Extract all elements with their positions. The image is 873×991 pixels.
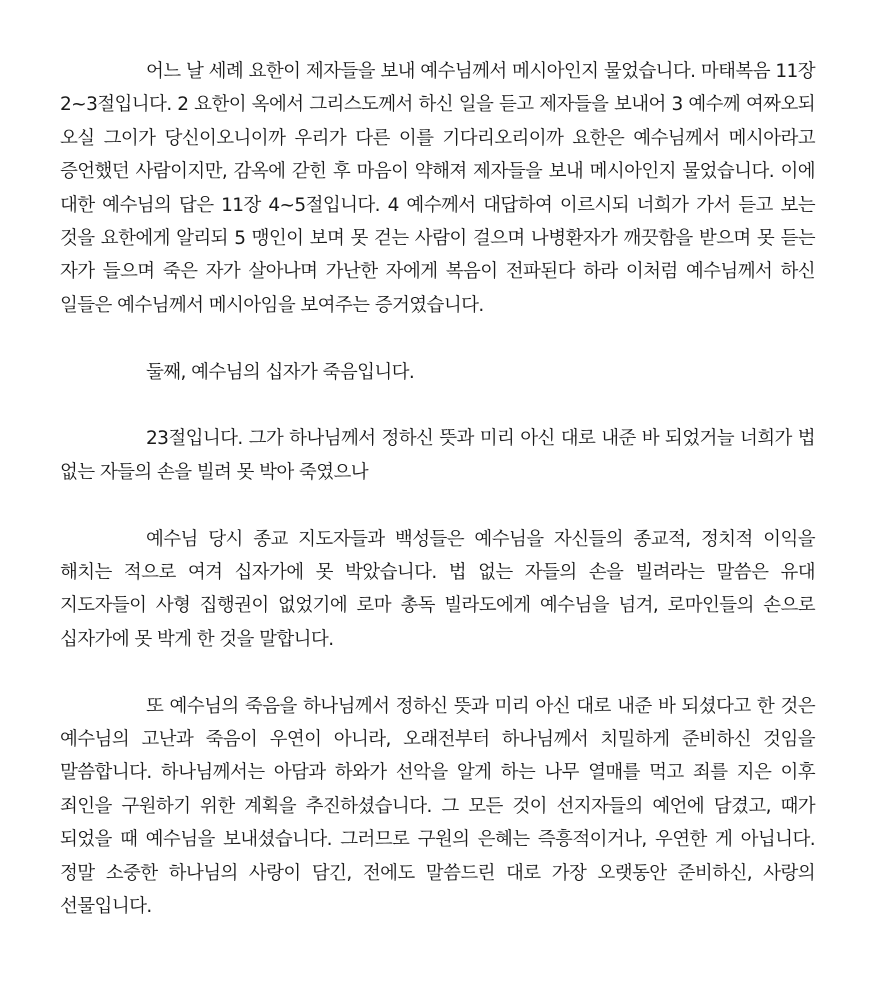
paragraph-5: 또 예수님의 죽음을 하나님께서 정하신 뜻과 미리 아신 대로 내준 바 되셨다고 한 것은 예수님의 고난과 죽음이 우연이 아니라, 오래전부터 하나님께서 치밀하게 준비하신 것임을 말씀합니다. 하나님께서는 아담과 하와가 선악을 알게 하는 나무 열매를 먹고 죄를 지은 이후 죄인을 구원하기 위한 계획을 추진하셨습니다. 그 모든 것이 선지자들의 예언에 담겼고, 때가 되었을 때 예수님을 보내셨습니다. 그러므로 구원의 은혜는 즉흥적이거나, 우연한 게 아닙니다. 정말 소중한 하나님의 사랑이 담긴, 전에도 말씀드린 대로 가장 오랫동안 준비하신, 사랑의 선물입니다. [60, 695, 815, 918]
paragraph-gap [60, 489, 815, 522]
paragraph-gap [60, 322, 815, 355]
paragraph-gap [60, 656, 815, 689]
paragraph-1: 어느 날 세례 요한이 제자들을 보내 예수님께서 메시아인지 물었습니다. 마태복음 11장 2~3절입니다. 2 요한이 옥에서 그리스도께서 하신 일을 듣고 제자들을 보내어 3 예수께 여짜오되 오실 그이가 당신이오니이까 우리가 다른 이를 기다리오리이까 요한은 예수님께서 메시아라고 증언했던 사람이지만, 감옥에 갇힌 후 마음이 약해져 제자들을 보내 메시아인지 물었습니다. 이에 대한 예수님의 답은 11장 4~5절입니다. 4 예수께서 대답하여 이르시되 너희가 가서 듣고 보는 것을 요한에게 알리되 5 맹인이 보며 못 걷는 사람이 걸으며 나병환자가 깨끗함을 받으며 못 듣는 자가 들으며 죽은 자가 살아나며 가난한 자에게 복음이 전파된다 하라 이처럼 예수님께서 하신 일들은 예수님께서 메시아임을 보여주는 증거였습니다. [60, 61, 815, 316]
paragraph-gap [60, 389, 815, 422]
paragraph-4: 예수님 당시 종교 지도자들과 백성들은 예수님을 자신들의 종교적, 정치적 이익을 해치는 적으로 여겨 십자가에 못 박았습니다. 법 없는 자들의 손을 빌려라는 말씀은 유대 지도자들이 사형 집행권이 없었기에 로마 총독 빌라도에게 예수님을 넘겨, 로마인들의 손으로 십자가에 못 박게 한 것을 말합니다. [60, 528, 815, 650]
paragraph-3: 23절입니다. 그가 하나님께서 정하신 뜻과 미리 아신 대로 내준 바 되었거늘 너희가 법 없는 자들의 손을 빌려 못 박아 죽였으나 [60, 428, 815, 483]
paragraph-2: 둘째, 예수님의 십자가 죽음입니다. [146, 361, 415, 383]
document-body [60, 55, 815, 924]
